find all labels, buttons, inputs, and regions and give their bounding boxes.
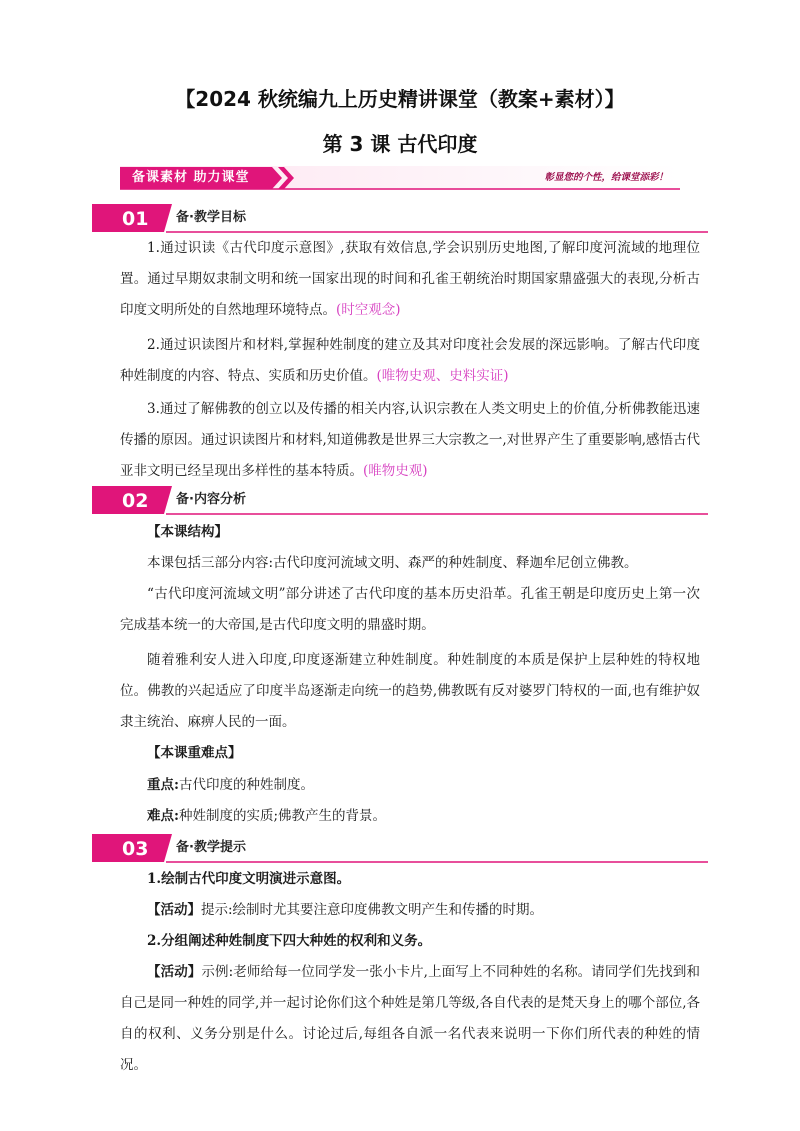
section-number: 01	[122, 208, 149, 230]
section-title: 备·教学目标	[176, 210, 246, 225]
analysis-paragraph: “古代印度河流域文明”部分讲述了古代印度的基本历史沿革。孔雀王朝是印度历史上第一次完成基本统一的大帝国,是古代印度文明的鼎盛时期。	[120, 586, 700, 633]
lesson-title: 第 3 课 古代印度	[322, 132, 478, 156]
key-point: 重点:古代印度的种姓制度。	[147, 777, 314, 793]
section-header-02	[92, 486, 708, 516]
goal-item: 3.通过了解佛教的创立以及传播的相关内容,认识宗教在人类文明史上的价值,分析佛教能迅速传播的原因。通过识读图片和材料,知道佛教是世界三大宗教之一,对世界产生了重要影响,感悟古代亚非文明已经呈现出多样性的基本特质。(唯物史观)	[120, 401, 700, 479]
section-number: 03	[122, 838, 149, 860]
document-title: 【2024 秋统编九上历史精讲课堂（教案+素材）】	[175, 87, 625, 111]
analysis-paragraph: 随着雅利安人进入印度,印度逐渐建立种姓制度。种姓制度的本质是保护上层种姓的特权地位。佛教的兴起适应了印度半岛逐渐走向统一的趋势,佛教既有反对婆罗门特权的一面,也有维护奴隶主统治、麻痹人民的一面。	[120, 652, 700, 730]
subheading-structure: 【本课结构】	[147, 524, 228, 540]
tip-activity: 【活动】提示:绘制时尤其要注意印度佛教文明产生和传播的时期。	[147, 902, 544, 918]
section-title: 备·教学提示	[176, 840, 246, 855]
lesson-banner	[120, 166, 680, 190]
section-header-01	[92, 204, 708, 234]
tip-item-title: 2.分组阐述种姓制度下四大种姓的权利和义务。	[147, 933, 432, 949]
section-title: 备·内容分析	[176, 492, 246, 507]
tip-item-title: 1.绘制古代印度文明演进示意图。	[147, 871, 351, 887]
subheading-key-points: 【本课重难点】	[147, 745, 242, 761]
goal-item: 2.通过识读图片和材料,掌握种姓制度的建立及其对印度社会发展的深远影响。了解古代印度种姓制度的内容、特点、实质和历史价值。(唯物史观、史料实证)	[120, 337, 700, 384]
section-number: 02	[122, 490, 149, 512]
literacy-tag: (时空观念)	[336, 302, 401, 318]
section-header-03	[92, 834, 708, 864]
analysis-paragraph: 本课包括三部分内容:古代印度河流域文明、森严的种姓制度、释迦牟尼创立佛教。	[147, 555, 638, 571]
goal-item: 1.通过识读《古代印度示意图》,获取有效信息,学会识别历史地图,了解印度河流域的地理位置。通过早期奴隶制文明和统一国家出现的时间和孔雀王朝统治时期国家鼎盛强大的表现,分析古印度文明所处的自然地理环境特点。(时空观念)	[120, 240, 700, 318]
difficult-point: 难点:种姓制度的实质;佛教产生的背景。	[147, 808, 387, 824]
literacy-tag: (唯物史观、史料实证)	[376, 368, 509, 384]
literacy-tag: (唯物史观)	[363, 463, 428, 479]
banner-label: 备课素材 助力课堂	[132, 170, 250, 185]
tip-activity: 【活动】示例:老师给每一位同学发一张小卡片,上面写上不同种姓的名称。请同学们先找到和自己是同一种姓的同学,并一起讨论你们这个种姓是第几等级,各自代表的是梵天身上的哪个部位,各自的权利、义务分别是什么。讨论过后,每组各自派一名代表来说明一下你们所代表的种姓的情况。	[120, 964, 700, 1073]
banner-slogan: 彰显您的个性，给课堂添彩！	[544, 172, 668, 183]
